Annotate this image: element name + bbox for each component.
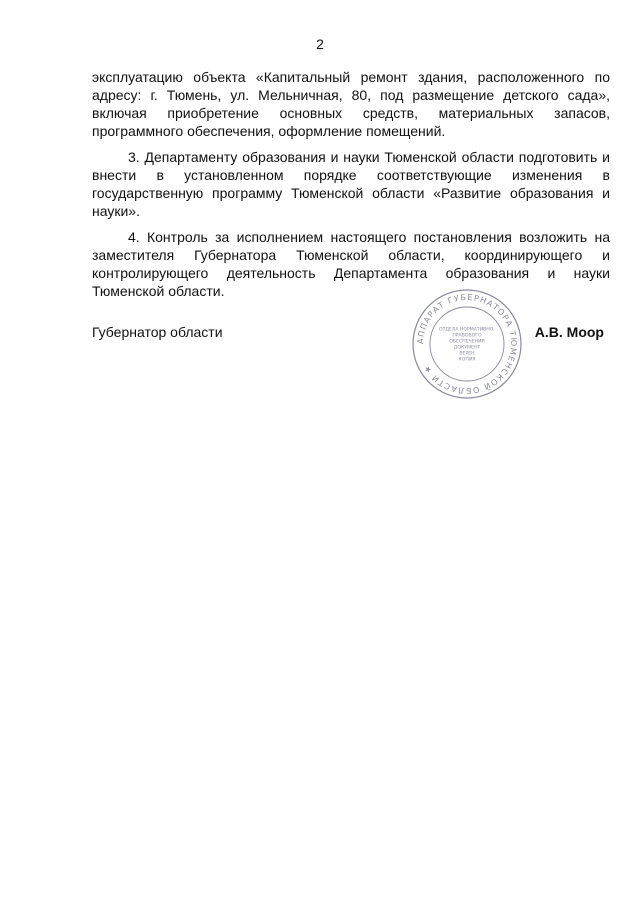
official-seal-stamp bbox=[410, 287, 524, 401]
signatory-name: А.В. Моор bbox=[534, 324, 604, 340]
seal-inner-line: ВЕРЕН bbox=[459, 351, 475, 357]
seal-inner-line: КОПИЯ bbox=[458, 357, 476, 363]
paragraph-continuation: эксплуатацию объекта «Капитальный ремонт здания, расположенного по адресу: г. Тюмень, ул. Мельничная, 80, под размещение детского сада», включая приобретение основных средств, материальных запасов, программного обеспечения, оформление помещений. bbox=[92, 69, 610, 139]
seal-inner-line: ОБЕСПЕЧЕНИЯ bbox=[449, 339, 485, 345]
seal-ring-text: АППАРАТ ГУБЕРНАТОРА ТЮМЕНСКОЙ ОБЛАСТИ ★ bbox=[415, 292, 519, 396]
seal-inner-line: ОТДЕЛА НОРМАТИВНО- bbox=[438, 327, 496, 333]
paragraph-item-4: 4. Контроль за исполнением настоящего постановления возложить на заместителя Губернатора Тюменской области, координирующего и контролирующего деятельность Департамента образования и науки Тюменской области. bbox=[92, 229, 610, 299]
seal-inner-text bbox=[439, 327, 495, 363]
seal-inner-line: ДОКУМЕНТ bbox=[453, 345, 481, 351]
seal-inner-line: ПРАВОВОГО bbox=[452, 333, 482, 339]
document-body bbox=[92, 68, 610, 300]
signature-block bbox=[92, 322, 610, 346]
page-number: 2 bbox=[316, 36, 324, 52]
paragraph-item-3: 3. Департаменту образования и науки Тюменской области подготовить и внести в установленном порядке соответствующие изменения в государственную программу Тюменской области «Развитие образования и науки». bbox=[92, 149, 610, 219]
signatory-title: Губернатор области bbox=[92, 324, 223, 340]
